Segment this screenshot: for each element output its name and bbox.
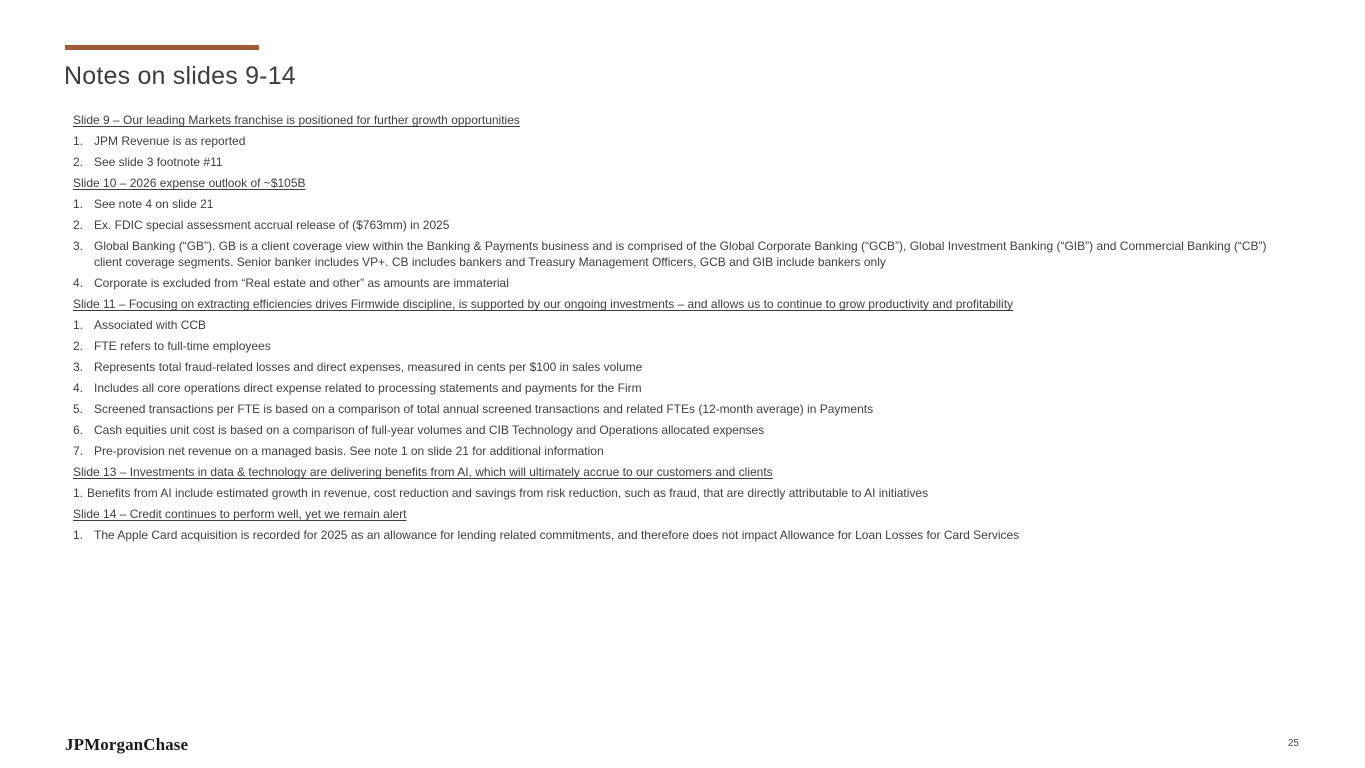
list-item-text: Represents total fraud-related losses and direct expenses, measured in cents per $100 in sales volume (94, 360, 643, 374)
list-item (73, 133, 1283, 149)
list-item-number: 6. (73, 423, 84, 437)
list-item (73, 443, 1283, 459)
notes-container (73, 112, 1283, 548)
note-section (73, 112, 1283, 170)
list-item-number: 4. (73, 381, 84, 395)
list-item-number: 1. (73, 318, 84, 332)
list-item-number: 3. (73, 360, 84, 374)
section-items (73, 317, 1283, 459)
section-heading: Slide 9 – Our leading Markets franchise is positioned for further growth opportunities (73, 113, 520, 127)
note-section (73, 506, 1283, 543)
list-item-number: 1. (73, 134, 84, 148)
section-items (73, 133, 1283, 170)
list-item (73, 527, 1283, 543)
section-items (73, 485, 1283, 501)
list-item-number: 4. (73, 276, 84, 290)
accent-bar (65, 45, 259, 50)
list-item-number: 1. (73, 197, 84, 211)
list-item-number: 5. (73, 402, 84, 416)
list-item (73, 380, 1283, 396)
list-item-text: JPM Revenue is as reported (94, 134, 246, 148)
section-items (73, 196, 1283, 291)
list-item (73, 317, 1283, 333)
list-item (73, 154, 1283, 170)
list-item-number: 7. (73, 444, 84, 458)
list-item-text: Global Banking (“GB”). GB is a client coverage view within the Banking & Payments business and is comprised of the Global Corporate Banking (“GCB”), Global Investment Banking (“GIB”) and Commercial Banking (“CB”) client coverage segments. Senior banker includes VP+. CB includes bankers and Treasury Management Officers, GCB and GIB include bankers only (94, 239, 1267, 269)
page-number: 25 (1287, 738, 1299, 749)
list-item-number: 2. (73, 155, 84, 169)
list-item (73, 401, 1283, 417)
section-heading: Slide 13 – Investments in data & technology are delivering benefits from AI, which will ultimately accrue to our customers and clients (73, 465, 773, 479)
list-item-number: 2. (73, 218, 84, 232)
section-items (73, 527, 1283, 543)
list-item-text: The Apple Card acquisition is recorded for 2025 as an allowance for lending related commitments, and therefore does not impact Allowance for Loan Losses for Card Services (94, 528, 1020, 542)
note-section (73, 464, 1283, 501)
list-item (73, 338, 1283, 354)
list-item-text: Ex. FDIC special assessment accrual release of ($763mm) in 2025 (94, 218, 450, 232)
list-item (73, 422, 1283, 438)
list-item-number: 2. (73, 339, 84, 353)
list-item-text: Corporate is excluded from “Real estate and other” as amounts are immaterial (94, 276, 509, 290)
list-item-text: Associated with CCB (94, 318, 207, 332)
list-item-text: See note 4 on slide 21 (94, 197, 214, 211)
list-item-text: Screened transactions per FTE is based on a comparison of total annual screened transactions and related FTEs (12-month average) in Payments (94, 402, 874, 416)
note-section (73, 175, 1283, 291)
list-item-number: 1. (73, 528, 84, 542)
list-item-text: Benefits from AI include estimated growth in revenue, cost reduction and savings from risk reduction, such as fraud, that are directly attributable to AI initiatives (87, 486, 929, 500)
page-title: Notes on slides 9-14 (64, 62, 296, 90)
list-item-text: Cash equities unit cost is based on a comparison of full-year volumes and CIB Technology and Operations allocated expenses (94, 423, 765, 437)
list-item (73, 196, 1283, 212)
list-item-number: 1. (73, 486, 84, 500)
section-heading: Slide 10 – 2026 expense outlook of ~$105B (73, 176, 306, 190)
section-heading: Slide 14 – Credit continues to perform well, yet we remain alert (73, 507, 407, 521)
list-item (73, 217, 1283, 233)
list-item (73, 359, 1283, 375)
list-item-text: See slide 3 footnote #11 (94, 155, 223, 169)
note-section (73, 296, 1283, 459)
list-item (73, 275, 1283, 291)
list-item-text: FTE refers to full-time employees (94, 339, 271, 353)
list-item-number: 3. (73, 239, 84, 253)
jpmorganchase-logo: JPMorganChase (65, 735, 189, 754)
list-item-text: Pre-provision net revenue on a managed basis. See note 1 on slide 21 for additional information (94, 444, 604, 458)
list-item (73, 238, 1283, 270)
section-heading: Slide 11 – Focusing on extracting efficiencies drives Firmwide discipline, is supported by our ongoing investments – and allows us to continue to grow productivity and profitability (73, 297, 1014, 311)
list-item (73, 485, 1283, 501)
list-item-text: Includes all core operations direct expense related to processing statements and payments for the Firm (94, 381, 642, 395)
